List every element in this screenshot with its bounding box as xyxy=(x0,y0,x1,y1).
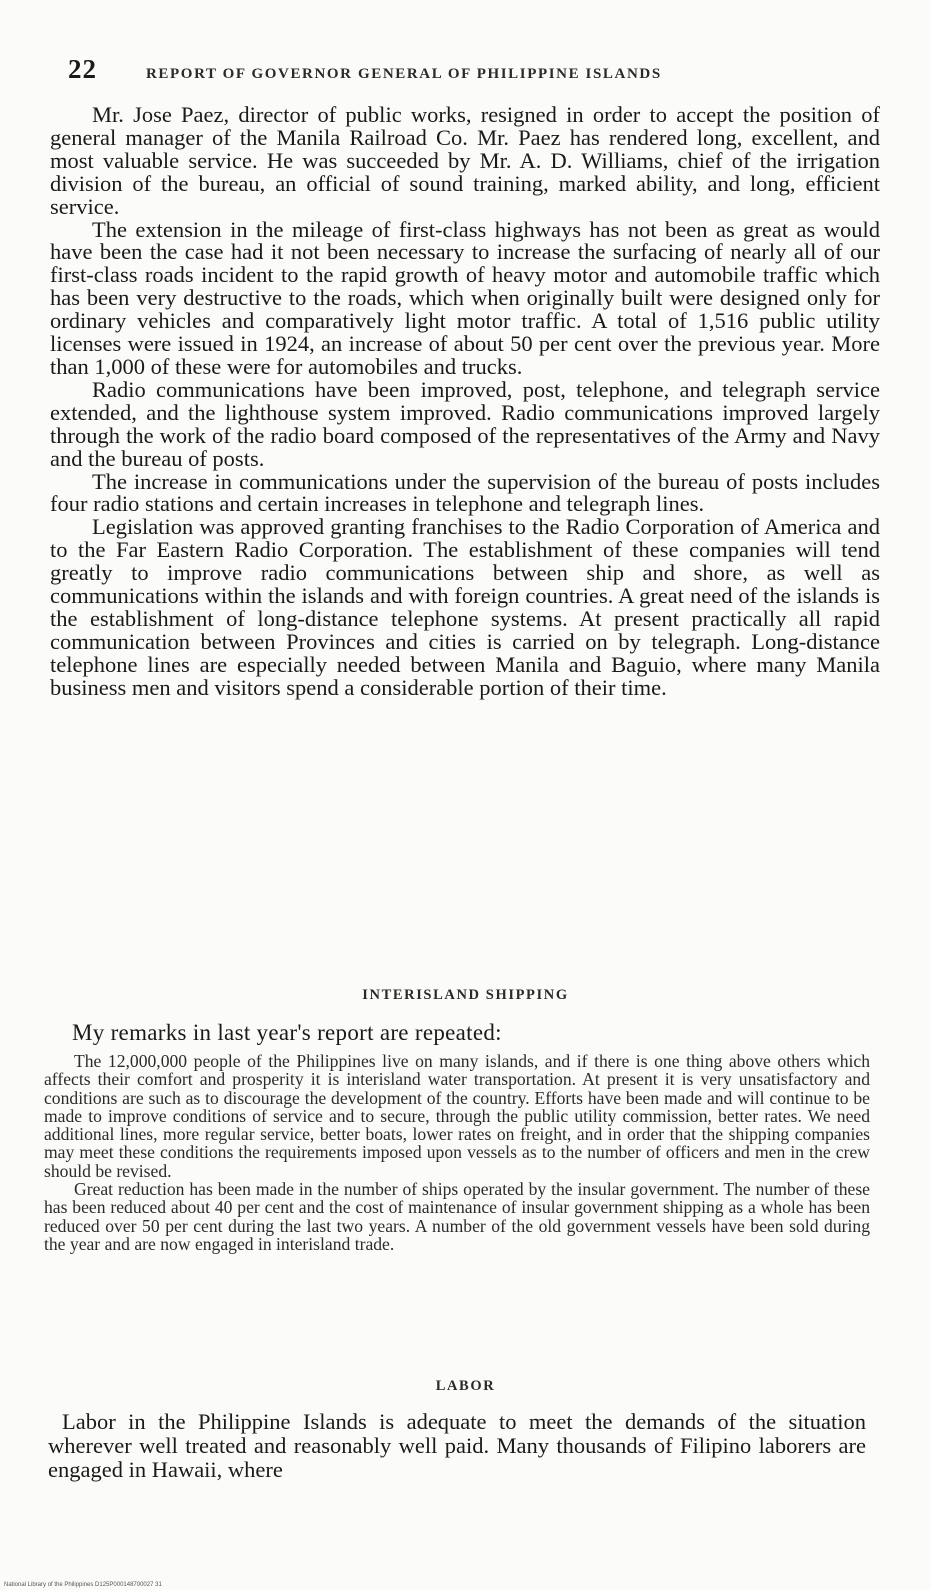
paragraph-labor: Labor in the Philippine Islands is adequate to meet the demands of the situation wherever well treated and reasonably well paid. Many thousands of Filipino laborers are engaged in Hawaii, where xyxy=(48,1409,866,1482)
section-heading-labor: LABOR xyxy=(435,1378,496,1394)
paragraph-legislation: Legislation was approved granting franchises to the Radio Corporation of America and to the Far Eastern Radio Corporation. The establishment of these companies will tend greatly to improve radio communications between ship and shore, as well as communications within the islands and with foreign countries. A great need of the islands is the establishment of long-distance telephone systems. At present practically all rapid communication between Provinces and cities is carried on by telegraph. Long-distance telephone lines are especially needed between Manila and Baguio, where many Manila business men and visitors spend a considerable portion of their time. xyxy=(50,514,880,700)
paragraph-radio: Radio communications have been improved, post, telephone, and telegraph service extended, and the lighthouse system improved. Radio communications improved largely through the work of the radio board composed of the representatives of the Army and Navy and the bureau of posts. xyxy=(50,376,880,471)
main-text-block xyxy=(50,104,880,700)
quoted-paragraph-reduction: Great reduction has been made in the number of ships operated by the insular government. The number of these has been reduced about 40 per cent and the cost of maintenance of insular government shipping as a whole has been reduced over 50 per cent during the last two years. A number of the old government vessels have been sold during the year and are now engaged in interisland trade. xyxy=(44,1179,870,1254)
quoted-block xyxy=(44,1052,870,1253)
section-heading-shipping: INTERISLAND SHIPPING xyxy=(362,987,569,1003)
running-title: REPORT OF GOVERNOR GENERAL OF PHILIPPINE ISLANDS xyxy=(146,66,662,82)
page-header xyxy=(68,54,838,88)
paragraph-posts: The increase in communications under the supervision of the bureau of posts includes four radio stations and certain increases in telephone and telegraph lines. xyxy=(50,468,880,517)
paragraph-highways: The extension in the mileage of first-class highways has not been as great as would have been the case had it not been necessary to increase the surfacing of nearly all of our first-class roads incident to the rapid growth of heavy motor and automobile traffic which has been very destructive to the roads, which when originally built were designed only for ordinary vehicles and comparatively light motor traffic. A total of 1,516 public utility licenses were issued in 1924, an increase of about 50 per cent over the previous year. More than 1,000 of these were for automobiles and trucks. xyxy=(50,216,880,379)
paragraph-paez: Mr. Jose Paez, director of public works, resigned in order to accept the position of general manager of the Manila Railroad Co. Mr. Paez has rendered long, excellent, and most valuable service. He was succeeded by Mr. A. D. Williams, chief of the irrigation division of the bureau, an official of sound training, marked ability, and long, efficient service. xyxy=(50,102,880,219)
page-number: 22 xyxy=(68,54,97,84)
scan-credit: National Library of the Philippines D125P000148700027 31 xyxy=(4,1582,162,1588)
quoted-paragraph-transport: The 12,000,000 people of the Philippines live on many islands, and if there is one thing above others which affects their comfort and prosperity it is interisland water transportation. At present it is very unsatisfactory and conditions are such as to discourage the development of the country. Efforts have been made and will continue to be made to improve conditions of service and to secure, through the public utility commission, better rates. We need additional lines, more regular service, better boats, lower rates on freight, and in order that the shipping companies may meet these conditions the requirements imposed upon vessels as to the number of officers and men in the crew should be revised. xyxy=(44,1051,870,1181)
shipping-intro: My remarks in last year's report are repeated: xyxy=(72,1020,502,1045)
labor-text-block xyxy=(48,1410,866,1482)
